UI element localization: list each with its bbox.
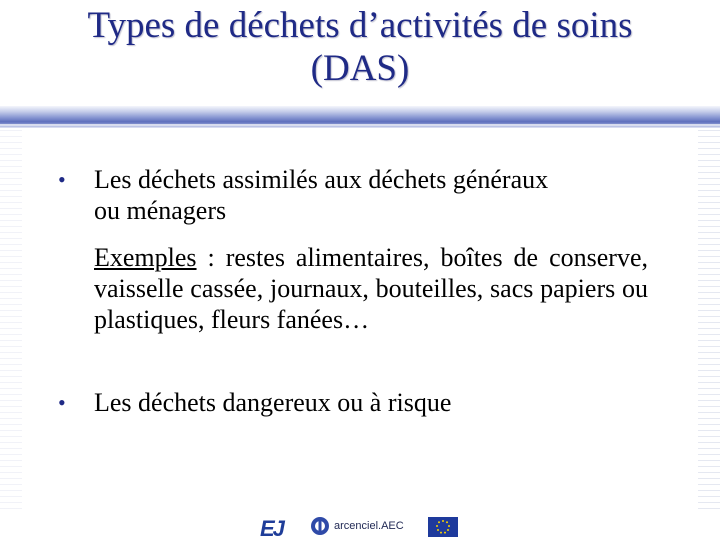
arcenciel-logo: arcenciel.AEC [334, 520, 404, 532]
decorative-ruling-right [698, 130, 720, 510]
slide-title [20, 4, 700, 90]
bullet-1-line-2: ou ménagers [94, 196, 227, 225]
examples-text: : restes alimentaires, boîtes de conserve, vaisselle cassée, journaux, bouteilles, sacs papiers ou plastiques, fleurs fanées… [94, 243, 648, 334]
examples-label: Exemples [94, 243, 197, 272]
arcenciel-circle-icon [310, 516, 330, 536]
slide-content [58, 164, 648, 418]
examples-paragraph [58, 242, 648, 335]
slide-title-line-1: Types de déchets d’activités de soins [87, 5, 633, 46]
bullet-icon: • [58, 167, 66, 192]
bullet-icon: • [58, 390, 66, 415]
decorative-ruling-left [0, 130, 22, 510]
footer-logos [250, 514, 470, 540]
eu-flag-icon [428, 517, 458, 537]
bullet-item-1 [58, 164, 648, 226]
bullet-item-2 [58, 387, 648, 418]
bullet-2-text: Les déchets dangereux ou à risque [94, 388, 452, 417]
bullet-1-line-1: Les déchets assimilés aux déchets généraux [94, 165, 549, 194]
ej-logo: EJ [260, 516, 283, 540]
title-divider-line [0, 124, 720, 126]
slide-title-line-2: (DAS) [310, 48, 410, 89]
